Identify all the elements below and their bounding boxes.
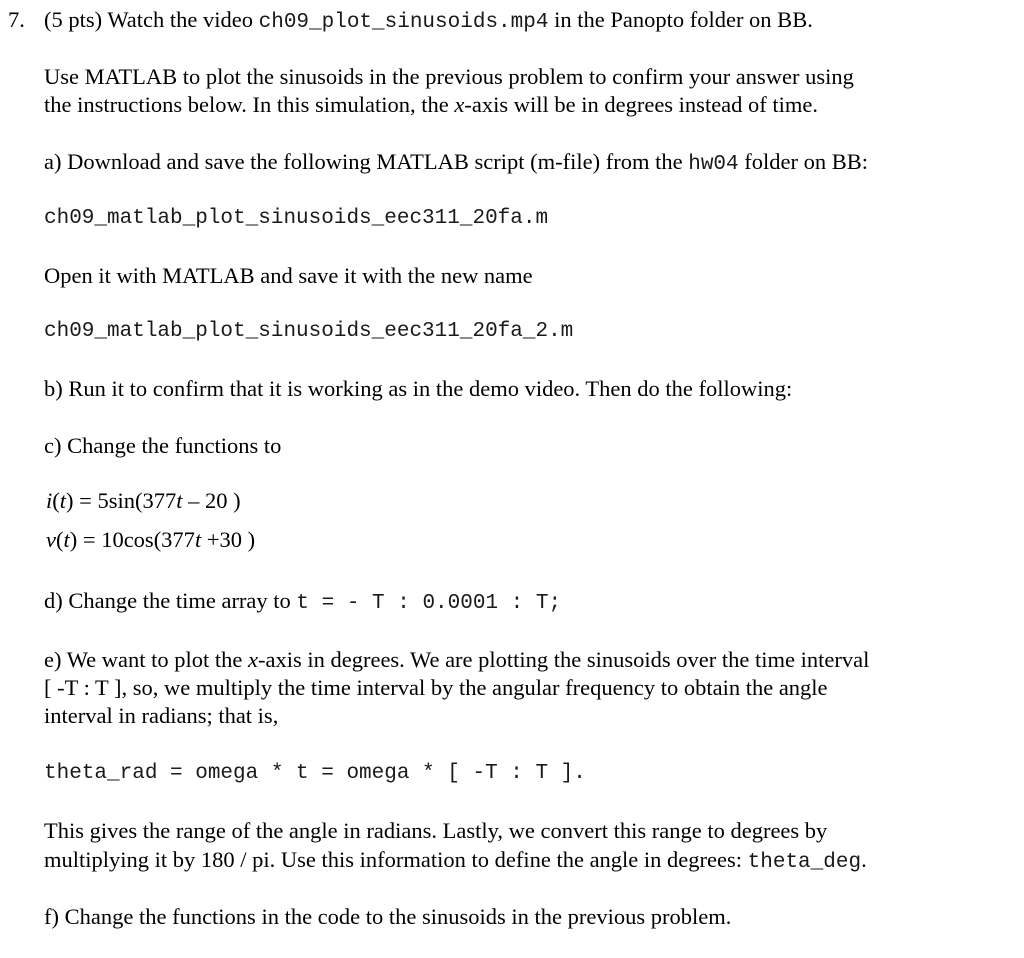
step-e-line-3: interval in radians; that is, [44, 703, 279, 728]
eq1-rhs-t: t [176, 488, 183, 513]
eq2-var: v [46, 527, 56, 552]
problem-number: 7. [8, 7, 25, 32]
eq1-rhs-pre: ) = 5sin(377 [66, 488, 177, 513]
intro-line-2-pre: the instructions below. In this simulation, the [44, 92, 455, 117]
equation-current: i(t) = 5sin(377t – 20 ) [46, 488, 241, 513]
new-script-filename: ch09_matlab_plot_sinusoids_eec311_20fa_2.m [44, 320, 574, 343]
step-e-line-1 [44, 647, 869, 673]
script-filename: ch09_matlab_plot_sinusoids_eec311_20fa.m [44, 207, 549, 230]
video-filename: ch09_plot_sinusoids.mp4 [258, 11, 549, 34]
step-e-x-var: x [247, 647, 258, 672]
eq1-rhs-post: – 20 ) [182, 488, 241, 513]
eq2-rhs-t: t [194, 527, 202, 552]
folder-name: hw04 [688, 153, 739, 176]
problem-header-text [44, 7, 813, 36]
step-e-para-line-1: This gives the range of the angle in radians. Lastly, we convert this range to degrees by [44, 818, 828, 843]
eq1-t: t [59, 488, 67, 513]
eq2-rhs-pre: ) = 10cos(377 [69, 527, 195, 552]
step-a-pre: a) Download and save the following MATLAB script (m-file) from the [44, 149, 689, 174]
step-e-line-1-post: -axis in degrees. We are plotting the sinusoids over the time interval [257, 647, 870, 672]
eq1-var: i [46, 488, 53, 513]
intro-x-var: x [454, 92, 465, 117]
step-e-para-line-2 [44, 847, 867, 876]
theta-rad-code: theta_rad = omega * t = omega * [ -T : T ]. [44, 762, 586, 785]
step-e-line-1-pre: e) We want to plot the [44, 647, 248, 672]
step-f-text: f) Change the functions in the code to the sinusoids in the previous problem. [44, 904, 732, 929]
step-b-text: b) Run it to confirm that it is working as in the demo video. Then do the following: [44, 376, 793, 401]
eq2-rhs-post: +30 ) [201, 527, 256, 552]
step-c-text: c) Change the functions to [44, 433, 282, 458]
step-d-label: d) Change the time array to [44, 588, 297, 613]
step-e-para-post: . [861, 847, 867, 872]
intro-line-2 [44, 92, 818, 118]
time-array-code: t = - T : 0.0001 : T; [296, 592, 562, 615]
open-instruction: Open it with MATLAB and save it with the new name [44, 263, 533, 288]
step-e-line-2: [ -T : T ], so, we multiply the time interval by the angular frequency to obtain the angle [44, 675, 828, 700]
eq2-t: t [63, 527, 70, 552]
intro-line-1: Use MATLAB to plot the sinusoids in the previous problem to confirm your answer using [44, 64, 854, 89]
step-d-text [44, 588, 561, 617]
header-text-pre: (5 pts) Watch the video [44, 7, 259, 32]
problem-header [8, 7, 25, 33]
header-text-post: in the Panopto folder on BB. [548, 7, 813, 32]
step-a-text [44, 149, 868, 178]
step-a-post: folder on BB: [738, 149, 869, 174]
equation-voltage: v(t) = 10cos(377t +30 ) [46, 527, 256, 552]
intro-line-2-post: -axis will be in degrees instead of time. [464, 92, 819, 117]
step-e-para-pre: multiplying it by 180 / pi. Use this information to define the angle in degrees: [44, 847, 748, 872]
theta-deg-code: theta_deg [747, 851, 862, 874]
